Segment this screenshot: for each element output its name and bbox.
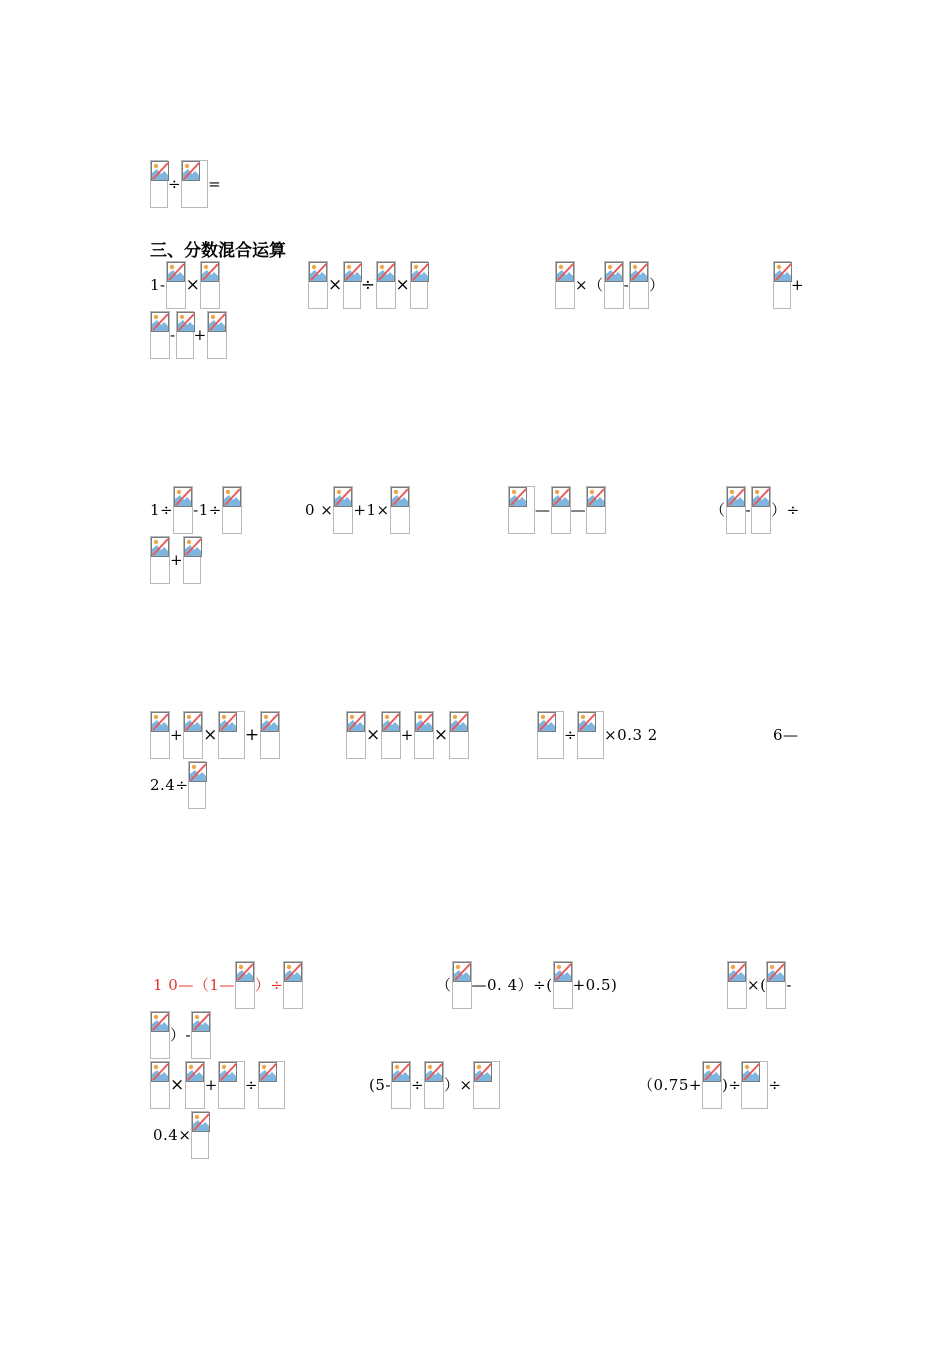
broken-image-icon	[727, 961, 747, 1009]
expression-12-continued	[150, 761, 206, 809]
operator: ÷	[360, 275, 376, 295]
operator: -	[786, 976, 792, 994]
operator: 1÷	[150, 501, 174, 519]
broken-image-icon	[449, 711, 469, 759]
expression-6	[305, 486, 410, 534]
broken-image-icon	[537, 711, 564, 759]
broken-image-icon	[343, 261, 361, 309]
operator: =	[208, 175, 222, 193]
expression-10	[346, 711, 469, 759]
broken-image-icon	[181, 160, 208, 208]
expression-14	[436, 961, 617, 1009]
broken-image-icon	[150, 160, 168, 208]
expression-15-continued	[150, 1011, 211, 1059]
broken-image-icon	[751, 486, 771, 534]
broken-image-icon	[629, 261, 649, 309]
operator: +	[170, 726, 184, 744]
expression-12	[773, 711, 799, 743]
broken-image-icon	[222, 486, 242, 534]
operator: ）÷	[254, 976, 284, 994]
expression-4-continued	[150, 311, 227, 359]
operator: 0.4×	[153, 1126, 192, 1144]
operator: ）-	[170, 1026, 192, 1044]
operator: +1×	[353, 501, 390, 519]
expression-4	[773, 261, 804, 309]
broken-image-icon	[604, 261, 624, 309]
broken-image-icon	[218, 1061, 245, 1109]
operator: ×	[433, 725, 449, 745]
broken-image-icon	[508, 486, 535, 534]
broken-image-icon	[150, 1061, 170, 1109]
expression-8	[710, 486, 800, 534]
operator: （0.75+	[638, 1076, 702, 1094]
broken-image-icon	[260, 711, 280, 759]
broken-image-icon	[702, 1061, 722, 1109]
broken-image-icon	[551, 486, 571, 534]
operator: ）×	[444, 1076, 473, 1094]
operator: ÷	[564, 726, 578, 744]
operator: （	[710, 501, 726, 519]
broken-image-icon	[346, 711, 366, 759]
operator: ×	[328, 275, 343, 295]
operator: +	[204, 1076, 218, 1094]
operator: ）÷	[771, 501, 800, 519]
broken-image-icon	[726, 486, 746, 534]
operator: 6—	[773, 726, 799, 744]
operator: 2.4÷	[150, 776, 189, 794]
operator: ÷	[768, 1076, 782, 1094]
operator: ÷	[168, 175, 182, 193]
broken-image-icon	[308, 261, 328, 309]
operator: 1-	[150, 276, 166, 294]
broken-image-icon	[166, 261, 186, 309]
expression-2	[308, 261, 428, 309]
broken-image-icon	[424, 1061, 444, 1109]
expression-18	[638, 1061, 781, 1109]
broken-image-icon	[150, 536, 170, 584]
broken-image-icon	[150, 1011, 170, 1059]
operator: —	[535, 501, 551, 519]
broken-image-icon	[577, 711, 604, 759]
broken-image-icon	[553, 961, 573, 1009]
broken-image-icon	[188, 761, 206, 809]
broken-image-icon	[381, 711, 401, 759]
broken-image-icon	[410, 261, 428, 309]
broken-image-icon	[176, 311, 194, 359]
operator: ×	[395, 275, 411, 295]
broken-image-icon	[773, 261, 791, 309]
broken-image-icon	[185, 1061, 205, 1109]
operator: -	[745, 501, 752, 519]
expression-9	[150, 711, 280, 759]
broken-image-icon	[191, 1011, 211, 1059]
broken-image-icon	[376, 261, 396, 309]
broken-image-icon	[391, 1061, 411, 1109]
operator: ÷	[244, 1076, 258, 1094]
operator: ）	[649, 276, 665, 294]
broken-image-icon	[258, 1061, 285, 1109]
broken-image-icon	[414, 711, 434, 759]
operator: -1÷	[193, 501, 222, 519]
operator: —0. 4）÷(	[471, 976, 553, 994]
operator: ×	[170, 1075, 185, 1095]
expression-13	[153, 961, 303, 1009]
broken-image-icon	[390, 486, 410, 534]
expression-15	[727, 961, 792, 1009]
operator: +	[244, 725, 260, 745]
operator: ×(	[747, 976, 767, 994]
broken-image-icon	[555, 261, 575, 309]
expression-8-continued	[150, 536, 201, 584]
operator: 0 ×	[305, 501, 334, 519]
operator: 1 0—（1—	[153, 976, 235, 994]
operator: ×0.3 2	[604, 726, 658, 744]
expression-18-continued	[153, 1111, 209, 1159]
operator: ÷	[410, 1076, 425, 1094]
expression-16	[150, 1061, 285, 1109]
operator: +0.5)	[572, 976, 618, 994]
broken-image-icon	[766, 961, 786, 1009]
broken-image-icon	[207, 311, 227, 359]
operator: )÷	[721, 1076, 742, 1094]
broken-image-icon	[183, 711, 203, 759]
broken-image-icon	[452, 961, 472, 1009]
operator: +	[791, 276, 805, 294]
operator: （	[436, 976, 452, 994]
operator: -	[623, 276, 630, 294]
section-heading: 三、分数混合运算	[150, 241, 286, 261]
operator: ×	[366, 725, 381, 745]
broken-image-icon	[741, 1061, 768, 1109]
broken-image-icon	[200, 261, 220, 309]
expression-17	[369, 1061, 500, 1109]
broken-image-icon	[183, 536, 201, 584]
operator: +	[400, 726, 414, 744]
top-expression	[150, 160, 221, 208]
operator: (5-	[369, 1076, 391, 1094]
operator: ×（	[575, 276, 604, 294]
broken-image-icon	[173, 486, 193, 534]
operator: -	[170, 326, 176, 344]
expression-7	[508, 486, 606, 534]
broken-image-icon	[473, 1061, 500, 1109]
expression-11	[537, 711, 658, 759]
broken-image-icon	[150, 311, 170, 359]
broken-image-icon	[150, 711, 170, 759]
operator: ×	[203, 725, 218, 745]
broken-image-icon	[586, 486, 606, 534]
broken-image-icon	[333, 486, 353, 534]
operator: +	[193, 326, 207, 344]
expression-5	[150, 486, 242, 534]
broken-image-icon	[191, 1111, 209, 1159]
expression-3	[555, 261, 665, 309]
expression-1	[150, 261, 220, 309]
operator: +	[170, 551, 184, 569]
operator: —	[570, 501, 586, 519]
broken-image-icon	[283, 961, 303, 1009]
broken-image-icon	[235, 961, 255, 1009]
broken-image-icon	[218, 711, 245, 759]
operator: ×	[185, 275, 201, 295]
